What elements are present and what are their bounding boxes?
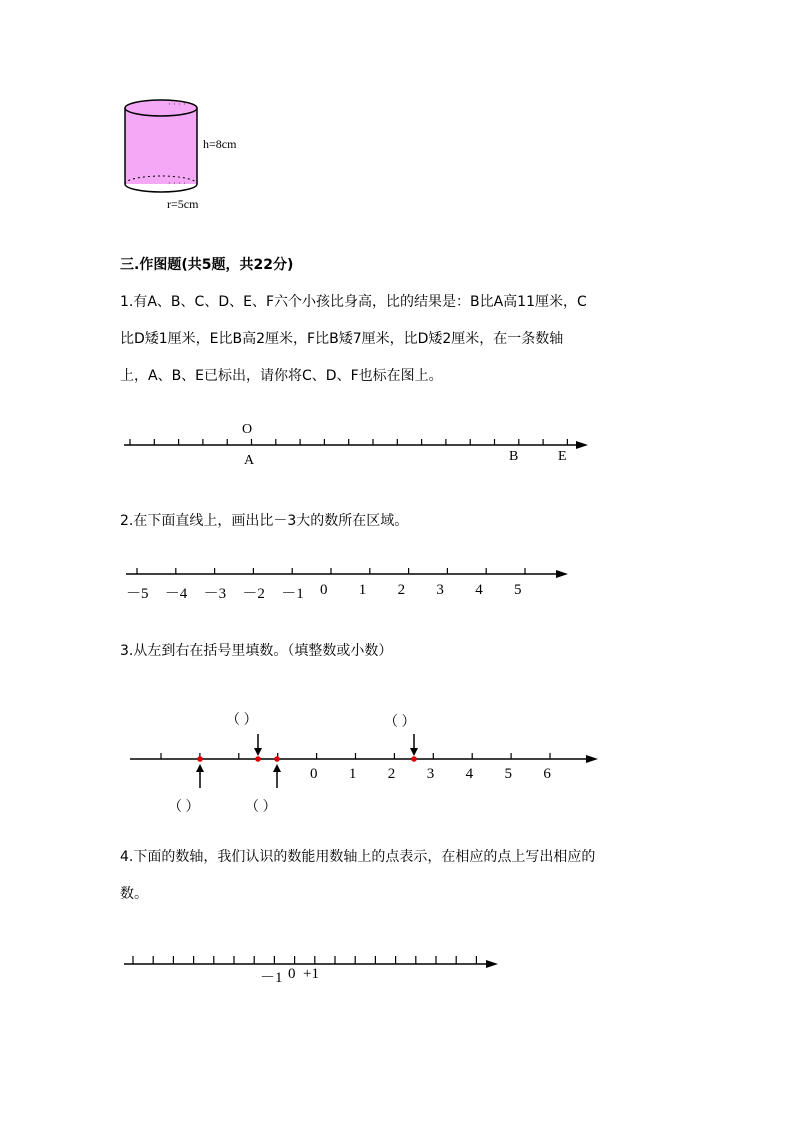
q1-line-1: 1.有A、B、C、D、E、F六个小孩比身高，比的结果是：B比A高11厘米，C [120, 294, 587, 310]
q1-origin-label: O [242, 422, 253, 437]
svg-text:· · · ·: · · · · [168, 179, 186, 188]
q3-text: 3.从左到右在括号里填数。（填整数或小数） [120, 643, 393, 659]
q4-label-plus1: +1 [303, 966, 319, 982]
q4-label-zero: 0 [288, 966, 296, 982]
q1-label-b: B [509, 449, 519, 464]
q3-tick-label: 5 [504, 766, 512, 782]
q3-tick-label: 6 [543, 766, 551, 782]
q2-text: 2.在下面直线上，画出比－3大的数所在区域。 [120, 513, 409, 529]
q3-tick-label: 2 [387, 766, 396, 782]
q3-tick-label: 4 [465, 766, 474, 782]
q2-tick-label: 1 [358, 582, 367, 598]
q1-label-e: E [558, 449, 567, 464]
q1-label-a: A [244, 453, 255, 468]
svg-text:· · · ·: · · · · [168, 100, 186, 109]
q4-line-1: 4.下面的数轴，我们认识的数能用数轴上的点表示，在相应的点上写出相应的 [120, 849, 596, 865]
q3-blank-top-1[interactable]: （ ） [226, 713, 258, 728]
q3-tick-label: 0 [310, 766, 318, 782]
q2-tick-label: －5 [126, 586, 149, 602]
q3-tick-label: 1 [348, 766, 357, 782]
section-title: 三.作图题(共5题，共22分) [120, 257, 294, 273]
q1-line-3: 上，A、B、E已标出，请你将C、D、F也标在图上。 [120, 368, 443, 384]
q4-line-2: 数。 [120, 886, 148, 902]
q2-tick-label: －3 [203, 586, 227, 602]
q3-blank-bottom-2[interactable]: （ ） [245, 800, 277, 815]
q3-tick-label: 3 [426, 766, 435, 782]
height-label: h=8cm [203, 137, 237, 151]
q2-tick-label: 3 [436, 582, 444, 598]
q3-blank-top-2[interactable]: （ ） [384, 715, 416, 730]
radius-label: r=5cm [167, 197, 199, 211]
q3-blank-bottom-1[interactable]: （ ） [168, 800, 200, 815]
q1-line-2: 比D矮1厘米，E比B高2厘米，F比B矮7厘米，比D矮2厘米，在一条数轴 [120, 331, 564, 347]
q2-tick-label: －4 [164, 586, 188, 602]
q2-tick-label: 0 [320, 582, 328, 598]
q2-tick-label: 4 [475, 582, 483, 598]
q2-tick-label: －1 [281, 586, 304, 602]
q2-tick-label: －2 [242, 586, 265, 602]
q4-label-minus1: －1 [260, 970, 283, 986]
q2-tick-label: 2 [397, 582, 406, 598]
q2-tick-label: 5 [514, 582, 522, 598]
